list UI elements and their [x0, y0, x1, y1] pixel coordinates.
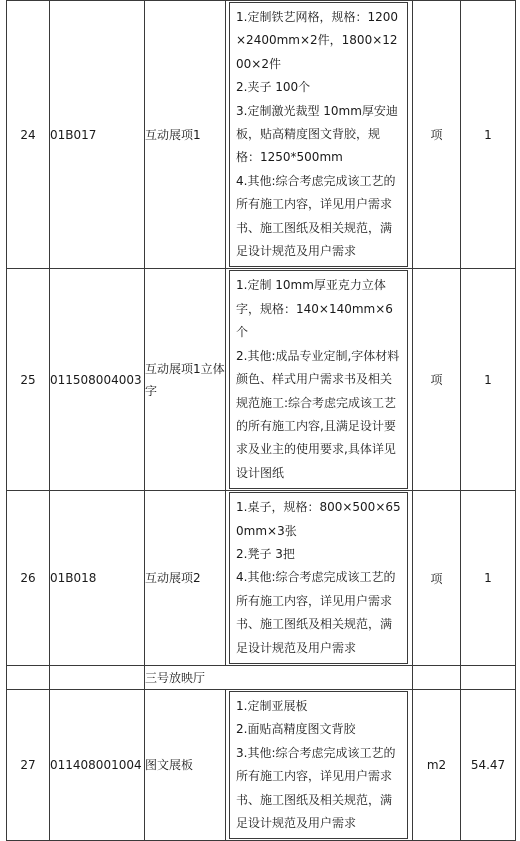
item-code: 011508004003 [50, 269, 145, 491]
description-box [229, 270, 408, 489]
section-row [7, 665, 516, 689]
item-unit: 项 [413, 1, 461, 269]
item-quantity: 1 [461, 1, 516, 269]
description-line: 2.其他:成品专业定制,字体材料颜色、样式用户需求书及相关规范施工:综合考虑完成该工艺的所有施工内容,且满足设计要求及业主的使用要求,具体详见设计图纸 [236, 348, 400, 480]
item-unit: m2 [413, 689, 461, 840]
empty-cell [50, 665, 145, 689]
bill-of-quantities-table [6, 0, 516, 841]
description-box [229, 492, 408, 664]
item-quantity: 54.47 [461, 689, 516, 840]
item-quantity: 1 [461, 491, 516, 666]
item-name: 互动展项1 [145, 1, 226, 269]
description-line: 4.其他:综合考虑完成该工艺的所有施工内容，详见用户需求书、施工图纸及相关规范，满足设计规范及用户需求 [236, 173, 396, 259]
item-name: 互动展项1立体字 [145, 269, 226, 491]
description-line: 3.定制激光裁型 10mm厚安迪板，贴高精度图文背胶，规格：1250*500mm [236, 103, 398, 165]
row-number: 24 [7, 1, 50, 269]
description-line: 2.夹子 100个 [236, 80, 311, 95]
row-number: 27 [7, 689, 50, 840]
description-line: 1.定制铁艺网格，规格：1200×2400mm×2件，1800×1200×2件 [236, 10, 398, 71]
item-description [226, 491, 413, 666]
empty-cell [7, 665, 50, 689]
item-code: 011408001004 [50, 689, 145, 840]
row-number: 25 [7, 269, 50, 491]
table-row [7, 1, 516, 269]
empty-cell [413, 665, 461, 689]
description-box [229, 691, 408, 839]
item-code: 01B018 [50, 491, 145, 666]
table-row [7, 689, 516, 840]
item-unit: 项 [413, 269, 461, 491]
item-quantity: 1 [461, 269, 516, 491]
item-description [226, 689, 413, 840]
description-line: 3.其他:综合考虑完成该工艺的所有施工内容，详见用户需求书、施工图纸及相关规范，满足设计规范及用户需求 [236, 745, 396, 830]
item-name: 互动展项2 [145, 491, 226, 666]
item-code: 01B017 [50, 1, 145, 269]
row-number: 26 [7, 491, 50, 666]
item-description [226, 1, 413, 269]
item-name: 图文展板 [145, 689, 226, 840]
item-description [226, 269, 413, 491]
description-line: 2.面贴高精度图文背胶 [236, 722, 356, 737]
description-line: 1.桌子，规格：800×500×650mm×3张 [236, 500, 401, 538]
empty-cell [461, 665, 516, 689]
description-line: 1.定制 10mm厚亚克力立体字，规格：140×140mm×6个 [236, 278, 393, 340]
section-title: 三号放映厅 [145, 665, 413, 689]
description-line: 2.凳子 3把 [236, 546, 295, 561]
table-row [7, 491, 516, 666]
description-box [229, 2, 408, 267]
table-row [7, 269, 516, 491]
description-line: 4.其他:综合考虑完成该工艺的所有施工内容，详见用户需求书、施工图纸及相关规范，满足设计规范及用户需求 [236, 570, 396, 655]
item-unit: 项 [413, 491, 461, 666]
description-line: 1.定制亚展板 [236, 698, 308, 713]
